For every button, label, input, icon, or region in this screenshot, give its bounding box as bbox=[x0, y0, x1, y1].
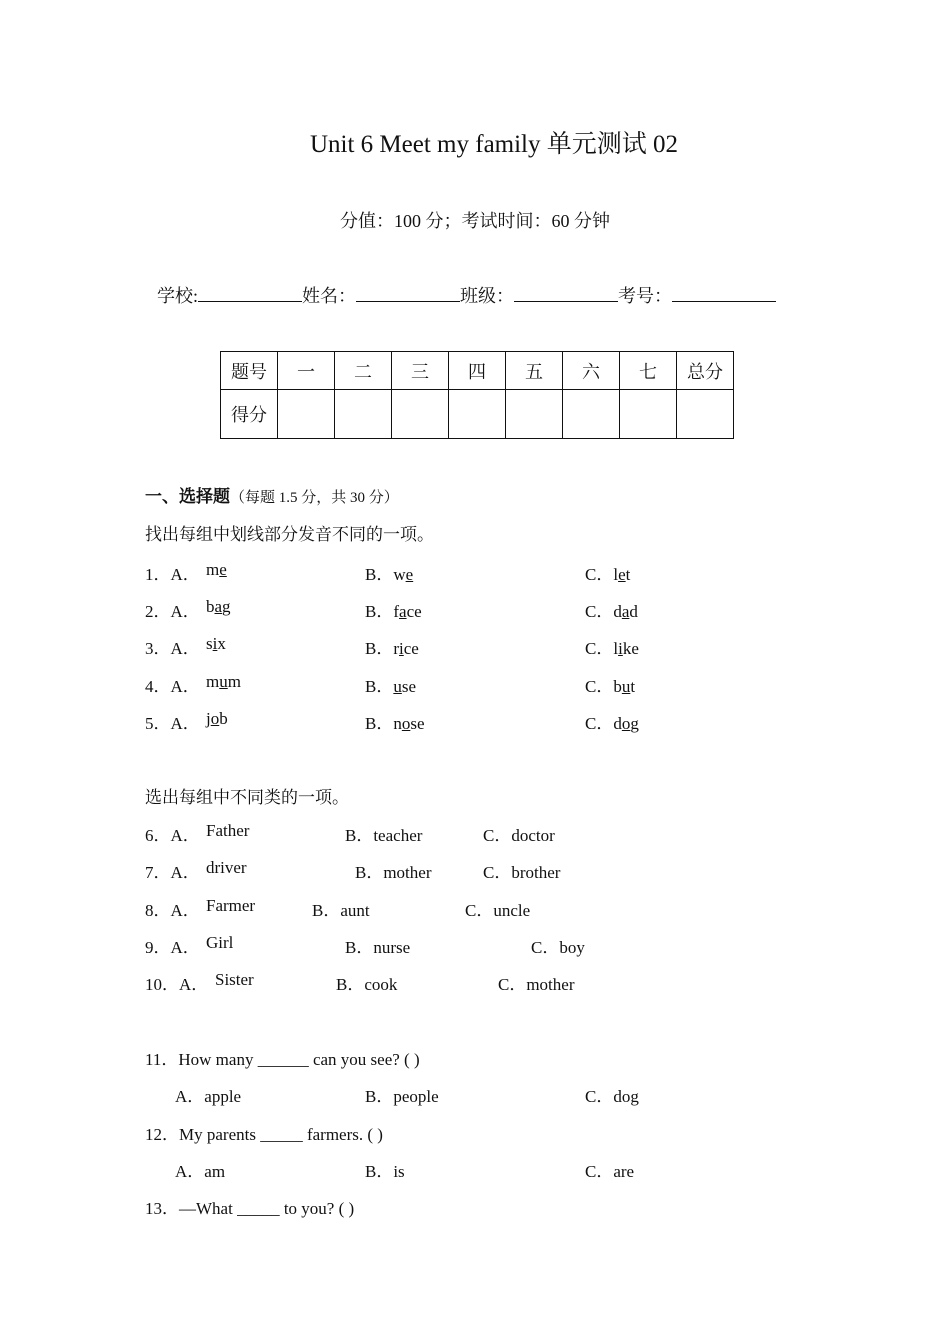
option-b[interactable]: B．aunt bbox=[312, 901, 370, 920]
underlined-letters: u bbox=[621, 677, 631, 696]
score-cell[interactable] bbox=[620, 390, 677, 439]
class-label: 班级： bbox=[460, 286, 515, 306]
word-part: ce bbox=[403, 639, 419, 658]
instruction-category: 选出每组中不同类的一项。 bbox=[145, 788, 349, 807]
score-table-header-cell: 五 bbox=[506, 352, 563, 390]
option-a[interactable]: driver bbox=[206, 858, 247, 877]
word-part: w bbox=[393, 565, 406, 584]
word-part: ke bbox=[622, 639, 639, 658]
option-c[interactable]: C．uncle bbox=[465, 901, 531, 920]
exam-subtitle: 分值：100 分；考试时间：60 分钟 bbox=[340, 211, 610, 231]
option-c[interactable] bbox=[585, 709, 639, 734]
score-cell[interactable] bbox=[563, 390, 620, 439]
question-number: 9．A． bbox=[145, 938, 200, 957]
option-a[interactable]: Father bbox=[206, 821, 250, 840]
name-blank[interactable] bbox=[356, 283, 460, 302]
school-label: 学校: bbox=[157, 286, 199, 306]
score-row-label: 得分 bbox=[221, 390, 278, 439]
word-part: s bbox=[206, 634, 213, 653]
option-b[interactable]: B．is bbox=[365, 1162, 405, 1181]
underlined-letters: i bbox=[618, 639, 623, 658]
option-b[interactable]: B．cook bbox=[336, 975, 398, 994]
underlined-letters: o bbox=[401, 714, 411, 733]
underlined-letters: e bbox=[618, 565, 626, 584]
word-part: g bbox=[630, 714, 639, 733]
section-heading bbox=[145, 482, 399, 507]
option-label: C． bbox=[585, 639, 614, 658]
option-b[interactable] bbox=[365, 634, 419, 659]
score-table-header-cell: 六 bbox=[563, 352, 620, 390]
question-number: 1．A． bbox=[145, 565, 200, 584]
option-a[interactable] bbox=[206, 634, 226, 654]
option-c[interactable] bbox=[585, 634, 639, 659]
score-table bbox=[220, 351, 734, 439]
word-part: x bbox=[217, 634, 226, 653]
score-table-header-cell: 二 bbox=[335, 352, 392, 390]
score-cell[interactable] bbox=[392, 390, 449, 439]
option-c[interactable]: C．brother bbox=[483, 863, 561, 882]
word-part: d bbox=[629, 602, 638, 621]
underlined-letters: a bbox=[214, 597, 223, 616]
option-a[interactable] bbox=[206, 560, 227, 580]
option-a[interactable]: A．am bbox=[175, 1162, 226, 1181]
question-number: 10．A． bbox=[145, 975, 209, 994]
question-number: 7．A． bbox=[145, 863, 200, 882]
word-part: se bbox=[401, 677, 417, 696]
word-part: t bbox=[630, 677, 636, 696]
score-table-header-row bbox=[221, 352, 734, 390]
question-number: 4．A． bbox=[145, 677, 200, 696]
class-blank[interactable] bbox=[514, 283, 618, 302]
option-label: B． bbox=[365, 639, 394, 658]
option-a[interactable]: Girl bbox=[206, 933, 234, 952]
option-b[interactable]: B．mother bbox=[355, 863, 432, 882]
option-a[interactable]: Sister bbox=[215, 970, 254, 989]
option-b[interactable] bbox=[365, 709, 425, 734]
word-part: ce bbox=[406, 602, 422, 621]
underlined-letters: a bbox=[621, 602, 630, 621]
option-b[interactable]: B．people bbox=[365, 1087, 439, 1106]
word-part: b bbox=[613, 677, 622, 696]
question-number: 3．A． bbox=[145, 639, 200, 658]
section-heading-note: （每题 1.5 分，共 30 分） bbox=[230, 490, 399, 506]
option-label: C． bbox=[585, 714, 614, 733]
word-part: m bbox=[206, 672, 220, 691]
option-label: C． bbox=[585, 565, 614, 584]
option-c[interactable]: C．are bbox=[585, 1162, 635, 1181]
exam-no-blank[interactable] bbox=[672, 283, 776, 302]
score-table-header-cell: 一 bbox=[278, 352, 335, 390]
option-label: B． bbox=[365, 602, 394, 621]
score-cell[interactable] bbox=[449, 390, 506, 439]
score-table-score-row bbox=[221, 390, 734, 439]
score-table-header-cell: 总分 bbox=[677, 352, 734, 390]
word-part: se bbox=[410, 714, 425, 733]
option-a[interactable] bbox=[206, 597, 231, 617]
option-b[interactable]: B．teacher bbox=[345, 826, 423, 845]
question-number: 8．A． bbox=[145, 901, 200, 920]
underlined-letters: o bbox=[621, 714, 631, 733]
option-c[interactable] bbox=[585, 672, 635, 697]
option-label: B． bbox=[365, 714, 394, 733]
name-label: 姓名： bbox=[302, 286, 357, 306]
option-c[interactable] bbox=[585, 560, 630, 585]
underlined-letters: u bbox=[219, 672, 228, 691]
option-b[interactable] bbox=[365, 597, 422, 622]
option-c[interactable] bbox=[585, 597, 638, 622]
option-c[interactable]: C．dog bbox=[585, 1087, 639, 1106]
option-c[interactable]: C．doctor bbox=[483, 826, 555, 845]
underlined-letters: a bbox=[399, 602, 407, 621]
score-table-header-cell: 题号 bbox=[221, 352, 278, 390]
option-label: B． bbox=[365, 565, 394, 584]
word-part: m bbox=[227, 672, 241, 691]
option-label: B． bbox=[365, 677, 394, 696]
score-cell[interactable] bbox=[506, 390, 563, 439]
option-c[interactable]: C．mother bbox=[498, 975, 575, 994]
word-part: f bbox=[393, 602, 400, 621]
underlined-letters: i bbox=[399, 639, 404, 658]
student-info-line bbox=[157, 282, 776, 308]
word-part: n bbox=[393, 714, 402, 733]
word-part: d bbox=[613, 602, 622, 621]
option-b[interactable]: B．nurse bbox=[345, 938, 411, 957]
word-part: m bbox=[206, 560, 220, 579]
option-a[interactable] bbox=[206, 672, 241, 692]
underlined-letters: u bbox=[393, 677, 402, 696]
score-table-header-cell: 七 bbox=[620, 352, 677, 390]
option-a[interactable] bbox=[206, 709, 228, 729]
score-cell[interactable] bbox=[335, 390, 392, 439]
question-number: 2．A． bbox=[145, 602, 200, 621]
underlined-letters: o bbox=[210, 709, 220, 728]
underlined-letters: e bbox=[219, 560, 227, 579]
word-part: t bbox=[625, 565, 631, 584]
option-b[interactable] bbox=[365, 560, 413, 585]
word-part: d bbox=[613, 714, 622, 733]
option-a[interactable]: Farmer bbox=[206, 896, 256, 915]
question-12-stem: 12．My parents _____ farmers. ( ) bbox=[145, 1125, 383, 1144]
question-11-stem: 11．How many ______ can you see? ( ) bbox=[145, 1050, 420, 1069]
word-part: b bbox=[206, 597, 215, 616]
instruction-pronunciation: 找出每组中划线部分发音不同的一项。 bbox=[145, 525, 434, 544]
page-title: Unit 6 Meet my family 单元测试 02 bbox=[309, 131, 679, 158]
word-part: l bbox=[613, 639, 619, 658]
word-part: g bbox=[222, 597, 231, 616]
score-cell[interactable] bbox=[677, 390, 734, 439]
section-heading-title: 一、选择题 bbox=[145, 487, 230, 506]
school-blank[interactable] bbox=[198, 283, 302, 302]
question-13-stem: 13．—What _____ to you? ( ) bbox=[145, 1199, 355, 1218]
option-a[interactable]: A．apple bbox=[175, 1087, 242, 1106]
score-table-header-cell: 三 bbox=[392, 352, 449, 390]
question-number: 5．A． bbox=[145, 714, 200, 733]
word-part: b bbox=[219, 709, 228, 728]
option-label: C． bbox=[585, 602, 614, 621]
word-part: l bbox=[613, 565, 619, 584]
underlined-letters: e bbox=[405, 565, 414, 584]
score-table-header-cell: 四 bbox=[449, 352, 506, 390]
option-label: C． bbox=[585, 677, 614, 696]
word-part: j bbox=[206, 709, 211, 728]
option-c[interactable]: C．boy bbox=[531, 938, 585, 957]
exam-no-label: 考号： bbox=[618, 286, 673, 306]
option-b[interactable] bbox=[365, 672, 416, 697]
question-number: 6．A． bbox=[145, 826, 200, 845]
word-part: r bbox=[393, 639, 400, 658]
score-cell[interactable] bbox=[278, 390, 335, 439]
underlined-letters: i bbox=[212, 634, 218, 653]
